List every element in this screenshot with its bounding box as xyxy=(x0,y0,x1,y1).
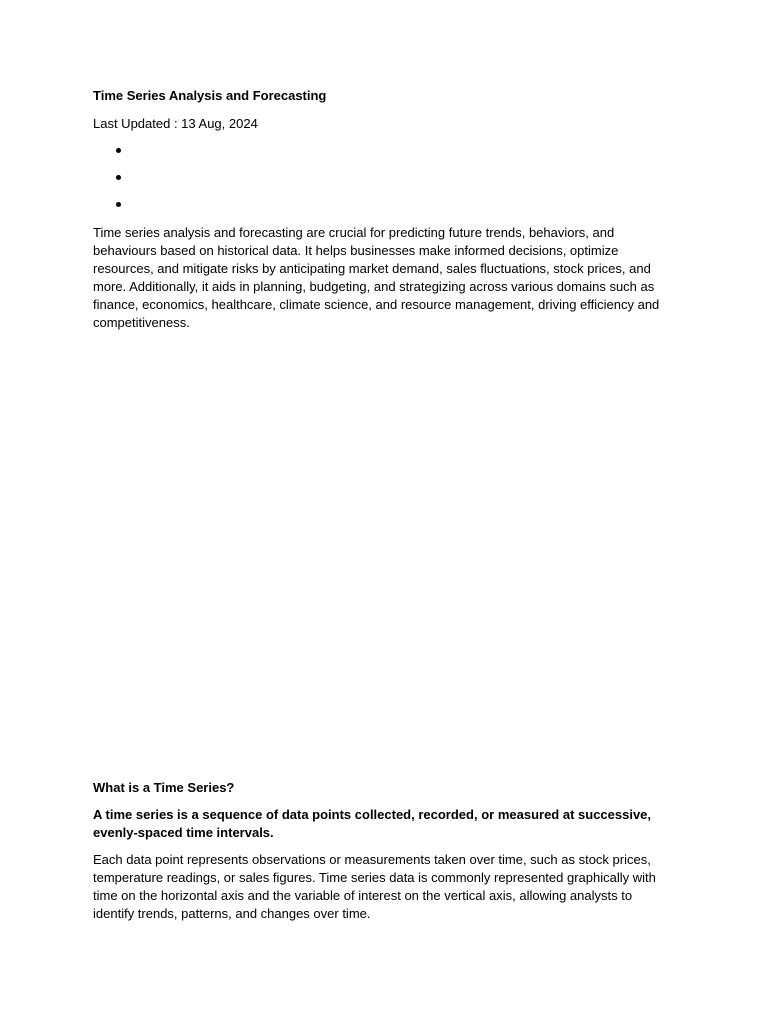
bullet-item xyxy=(93,142,133,169)
last-updated-text: Last Updated : 13 Aug, 2024 xyxy=(93,116,258,131)
bullet-item xyxy=(93,169,133,196)
intro-paragraph: Time series analysis and forecasting are crucial for predicting future trends, behaviors, and behaviours based on historical data. It helps businesses make informed decisions, optimize resources, and mitigate risks by anticipating market demand, sales fluctuations, stock prices, and more. Additionally, it aids in planning, budgeting, and strategizing across various domains such as finance, economics, healthcare, climate science, and resource management, driving efficiency and competitiveness. xyxy=(93,225,660,330)
document-page xyxy=(93,0,668,1024)
section-heading: What is a Time Series? xyxy=(93,780,235,795)
definition-paragraph: A time series is a sequence of data points collected, recorded, or measured at successive, evenly-spaced time intervals. xyxy=(93,807,652,840)
bullet-item xyxy=(93,196,133,223)
explanation-paragraph: Each data point represents observations or measurements taken over time, such as stock prices, temperature readings, or sales figures. Time series data is commonly represented graphically with time on the horizontal axis and the variable of interest on the vertical axis, allowing analysts to identify trends, patterns, and changes over time. xyxy=(93,852,656,921)
article-title: Time Series Analysis and Forecasting xyxy=(93,88,327,103)
empty-bullet-list xyxy=(93,142,133,223)
